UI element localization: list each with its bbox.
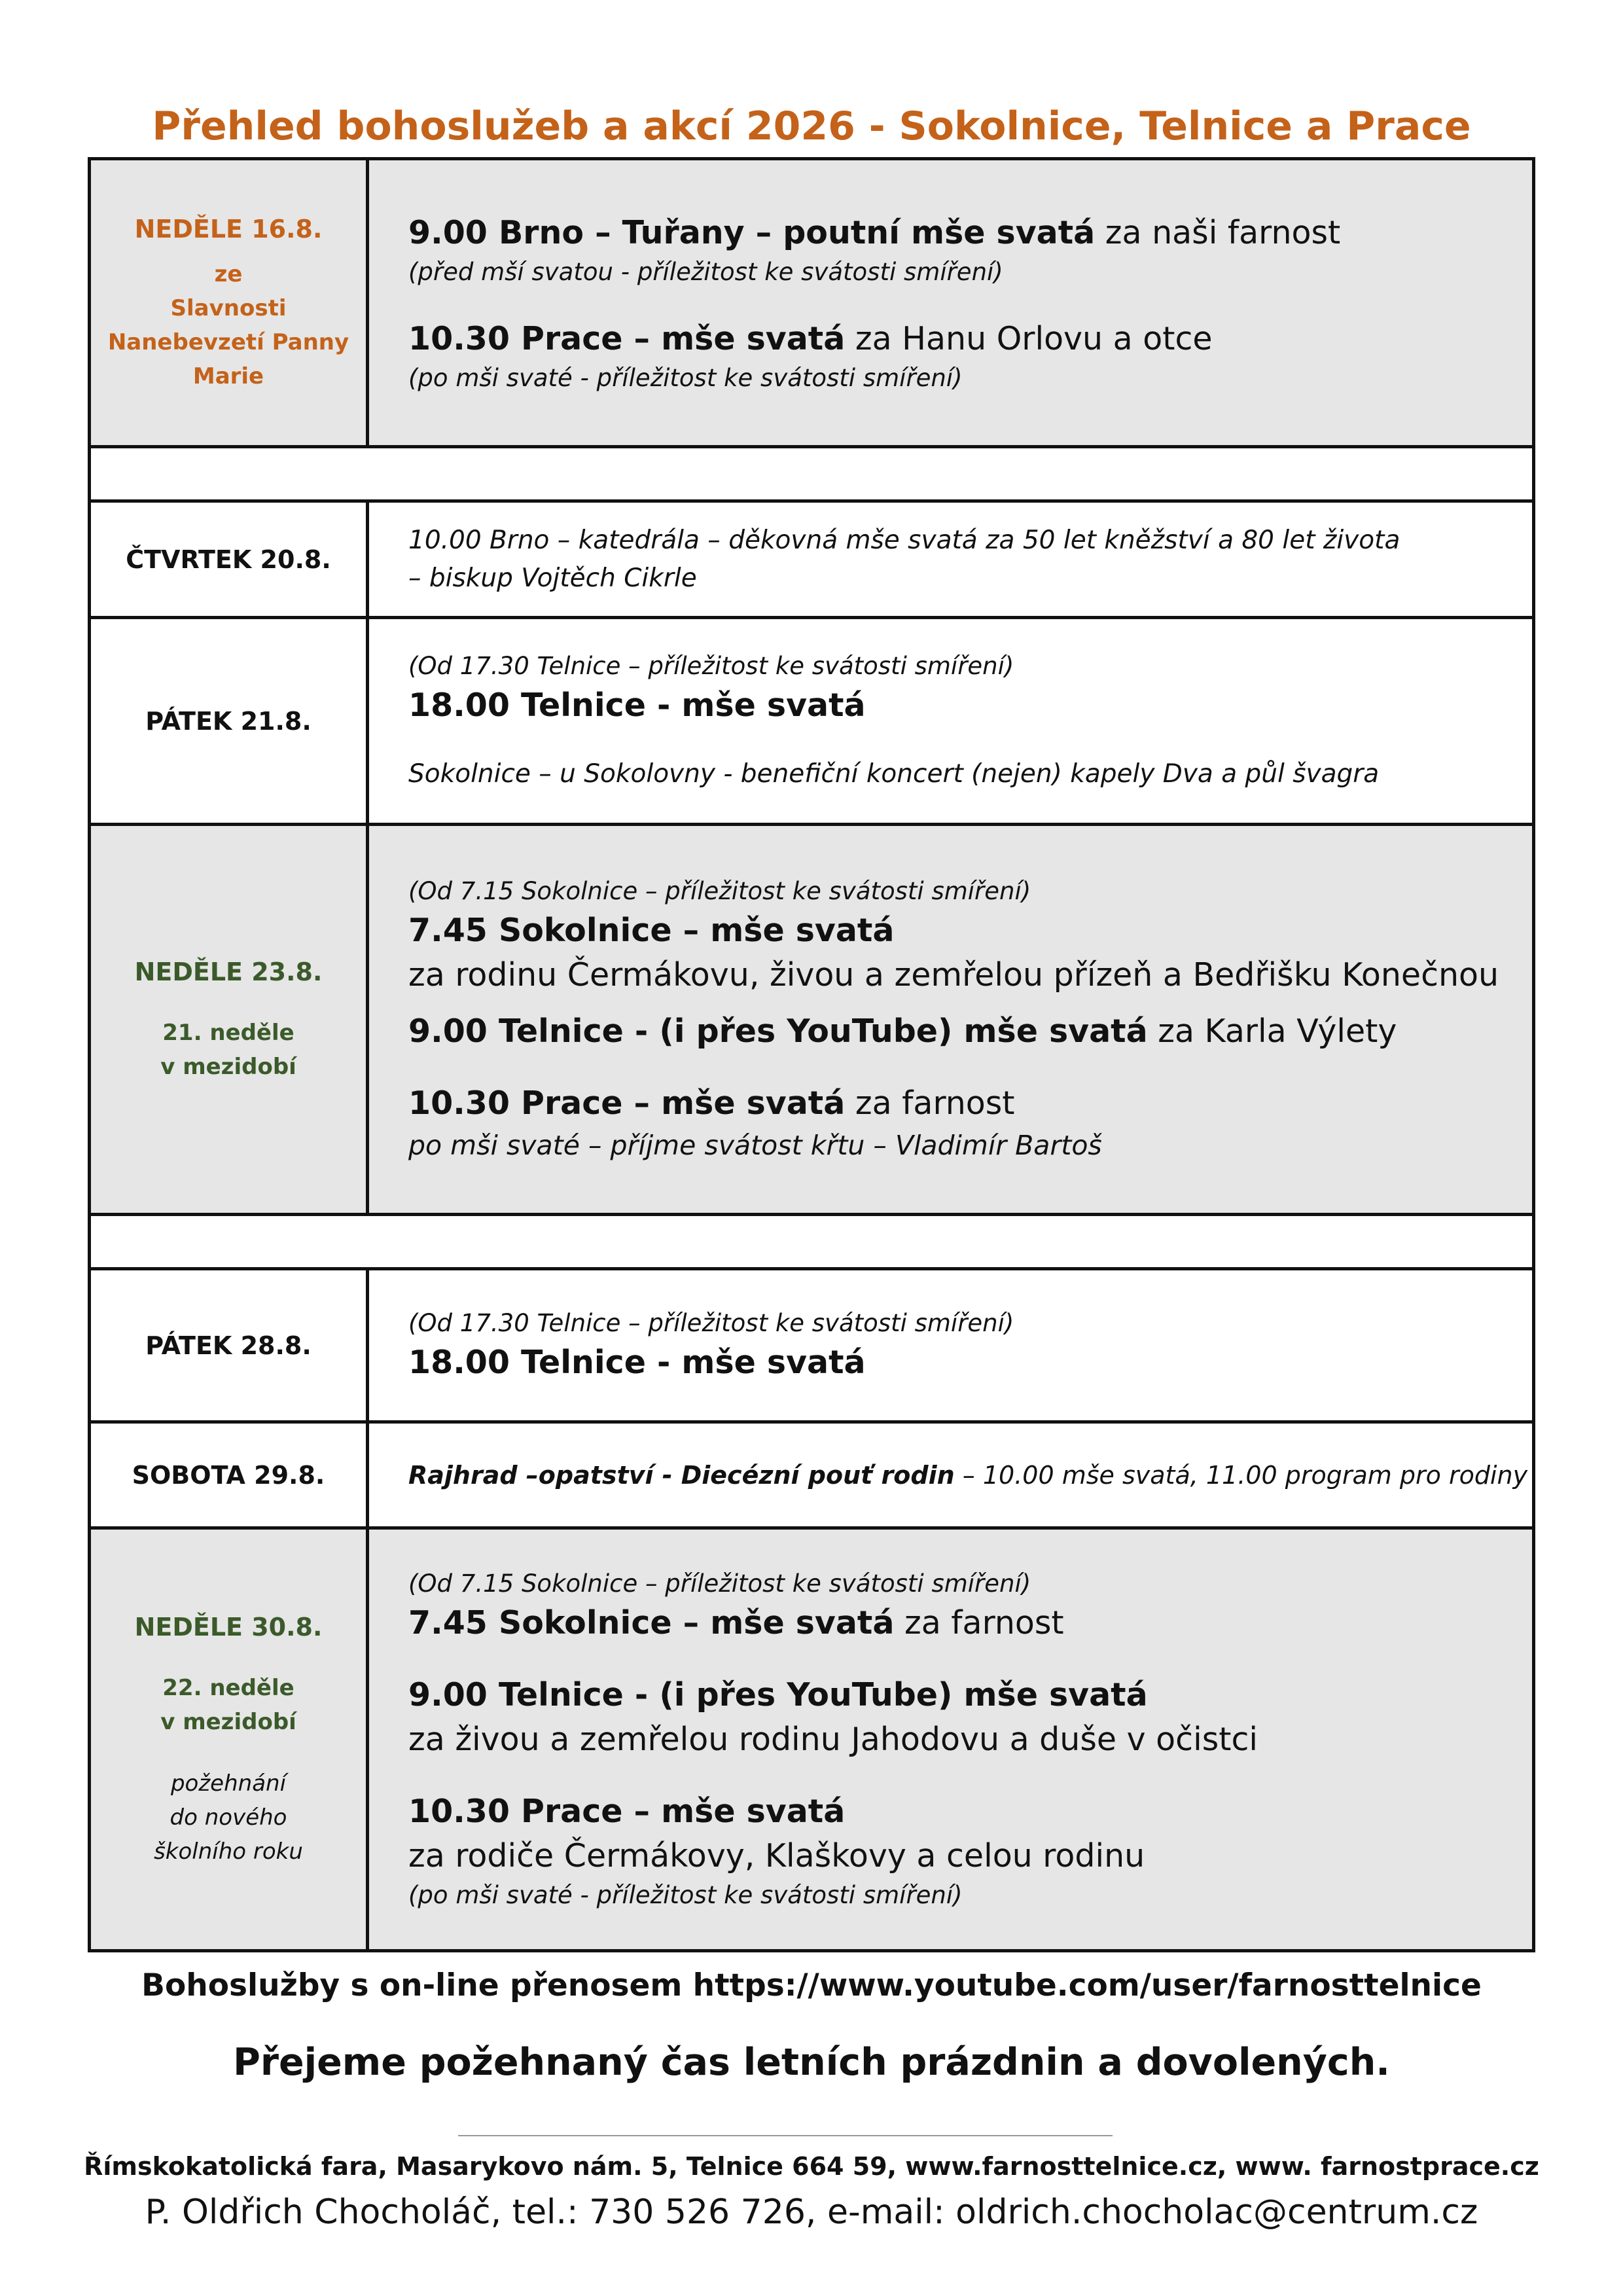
feast-label: ze (214, 260, 243, 287)
online-broadcast-note: Bohoslužby s on-line přenosem https://www.youtube.com/user/farnosttelnice (141, 1967, 1482, 2003)
schedule-table (88, 157, 1535, 1952)
mass-title: 9.00 Brno – Tuřany – poutní mše svatá (408, 213, 1096, 251)
events-cell (368, 159, 1534, 447)
mass-note: (po mši svaté - příležitost ke svátosti smíření) (408, 1880, 963, 1909)
concert-line: Sokolnice – u Sokolovny - benefiční koncert (nejen) kapely Dva a půl švagra (408, 759, 1380, 789)
day-cell (90, 1269, 368, 1422)
mass-entry (408, 683, 1519, 728)
mass-intention: za živou a zemřelou rodinu Jahodovu a duše v očistci (408, 1720, 1258, 1758)
mass-note: (po mši svaté - příležitost ke svátosti smíření) (408, 363, 963, 392)
mass-entry (408, 1673, 1519, 1717)
confession-note: (Od 7.15 Sokolnice – příležitost ke svátosti smíření) (408, 876, 1031, 905)
mass-title: 7.45 Sokolnice – mše svatá (408, 1604, 895, 1641)
confession-note: (Od 17.30 Telnice – příležitost ke svátosti smíření) (408, 651, 1014, 680)
mass-entry (408, 1340, 1519, 1385)
table-row (90, 1528, 1534, 1951)
priest-contact: P. Oldřich Chocholáč, tel.: 730 526 726, e-mail: oldrich.chocholac@centrum.cz (145, 2193, 1478, 2232)
mass-note: (před mší svatou - příležitost ke svátosti smíření) (408, 257, 1003, 286)
table-row (90, 159, 1534, 447)
mass-entry (408, 908, 1519, 953)
day-label: NEDĚLE 23.8. (134, 957, 323, 986)
pilgrimage-line (408, 1461, 1527, 1490)
mass-title: 18.00 Telnice - mše svatá (408, 686, 866, 724)
pilgrimage-title: Rajhrad –opatství - Diecézní pouť rodin (408, 1460, 955, 1490)
mass-entry (408, 1081, 1519, 1126)
table-row (90, 501, 1534, 618)
mass-entry (408, 211, 1519, 255)
feast-label: Marie (192, 363, 264, 389)
event-line: 10.00 Brno – katedrála – děkovná mše svatá za 50 let kněžství a 80 let života (408, 525, 1400, 555)
table-row (90, 1269, 1534, 1422)
day-cell (90, 1528, 368, 1951)
liturgical-label: v mezidobí (160, 1708, 296, 1735)
mass-title: 9.00 Telnice - (i přes YouTube) mše svatá (408, 1012, 1148, 1050)
mass-intention: za farnost (894, 1604, 1064, 1641)
blessing-label: do nového (169, 1804, 287, 1831)
mass-title: 18.00 Telnice - mše svatá (408, 1343, 866, 1381)
events-cell (368, 1422, 1534, 1528)
liturgical-label: 21. neděle (162, 1019, 294, 1046)
day-cell (90, 618, 368, 825)
mass-intention: za farnost (845, 1084, 1015, 1122)
day-label: ČTVRTEK 20.8. (126, 545, 331, 574)
feast-label: Nanebevzetí Panny (107, 329, 349, 355)
mass-title: 7.45 Sokolnice – mše svatá (408, 911, 895, 949)
table-row (90, 618, 1534, 825)
events-cell (368, 501, 1534, 618)
mass-intention: za naši farnost (1095, 213, 1341, 251)
feast-label: Slavnosti (170, 295, 287, 321)
events-cell (368, 825, 1534, 1215)
mass-entry (408, 1009, 1519, 1054)
events-cell (368, 1528, 1534, 1951)
mass-intention: za Karla Výlety (1147, 1012, 1397, 1050)
pilgrimage-detail: – 10.00 mše svatá, 11.00 program pro rodiny (954, 1460, 1528, 1490)
day-cell (90, 501, 368, 618)
mass-entry (408, 1601, 1519, 1645)
spacer-row (90, 1215, 1534, 1269)
mass-title: 10.30 Prace – mše svatá (408, 1792, 846, 1830)
summer-wish: Přejeme požehnaný čas letních prázdnin a dovolených. (233, 2041, 1390, 2084)
mass-intention: za Hanu Orlovu a otce (845, 319, 1213, 357)
confession-note: (Od 7.15 Sokolnice – příležitost ke svátosti smíření) (408, 1569, 1031, 1598)
day-cell (90, 159, 368, 447)
mass-intention: za rodinu Čermákovu, živou a zemřelou přízeň a Bedřišku Konečnou (408, 956, 1499, 994)
day-label: SOBOTA 29.8. (132, 1460, 325, 1490)
mass-title: 9.00 Telnice - (i přes YouTube) mše svatá (408, 1676, 1148, 1713)
parish-address: Římskokatolická fara, Masarykovo nám. 5, Telnice 664 59, www.farnosttelnice.cz, www. farnostprace.cz (84, 2152, 1539, 2181)
day-label: PÁTEK 21.8. (145, 706, 312, 736)
mass-entry (408, 317, 1519, 361)
event-line: – biskup Vojtěch Cikrle (408, 563, 697, 593)
baptism-note: po mši svaté – příjme svátost křtu – Vladimír Bartoš (408, 1129, 1102, 1161)
events-cell (368, 618, 1534, 825)
day-label: PÁTEK 28.8. (145, 1331, 312, 1360)
divider (458, 2135, 1113, 2136)
blessing-label: školního roku (154, 1838, 303, 1865)
spacer-row (90, 447, 1534, 501)
table-row (90, 1422, 1534, 1528)
page-title: Přehled bohoslužeb a akcí 2026 - Sokolnice, Telnice a Prace (152, 103, 1471, 149)
day-label: NEDĚLE 16.8. (134, 214, 323, 243)
day-cell (90, 1422, 368, 1528)
mass-intention: za rodiče Čermákovy, Klaškovy a celou rodinu (408, 1837, 1145, 1874)
day-cell (90, 825, 368, 1215)
events-cell (368, 1269, 1534, 1422)
mass-title: 10.30 Prace – mše svatá (408, 1084, 846, 1122)
liturgical-label: v mezidobí (160, 1053, 296, 1080)
table-row (90, 825, 1534, 1215)
day-label: NEDĚLE 30.8. (134, 1612, 323, 1641)
mass-title: 10.30 Prace – mše svatá (408, 319, 846, 357)
mass-entry (408, 1789, 1519, 1834)
confession-note: (Od 17.30 Telnice – příležitost ke svátosti smíření) (408, 1308, 1014, 1337)
liturgical-label: 22. neděle (162, 1674, 294, 1701)
blessing-label: požehnání (170, 1770, 287, 1797)
